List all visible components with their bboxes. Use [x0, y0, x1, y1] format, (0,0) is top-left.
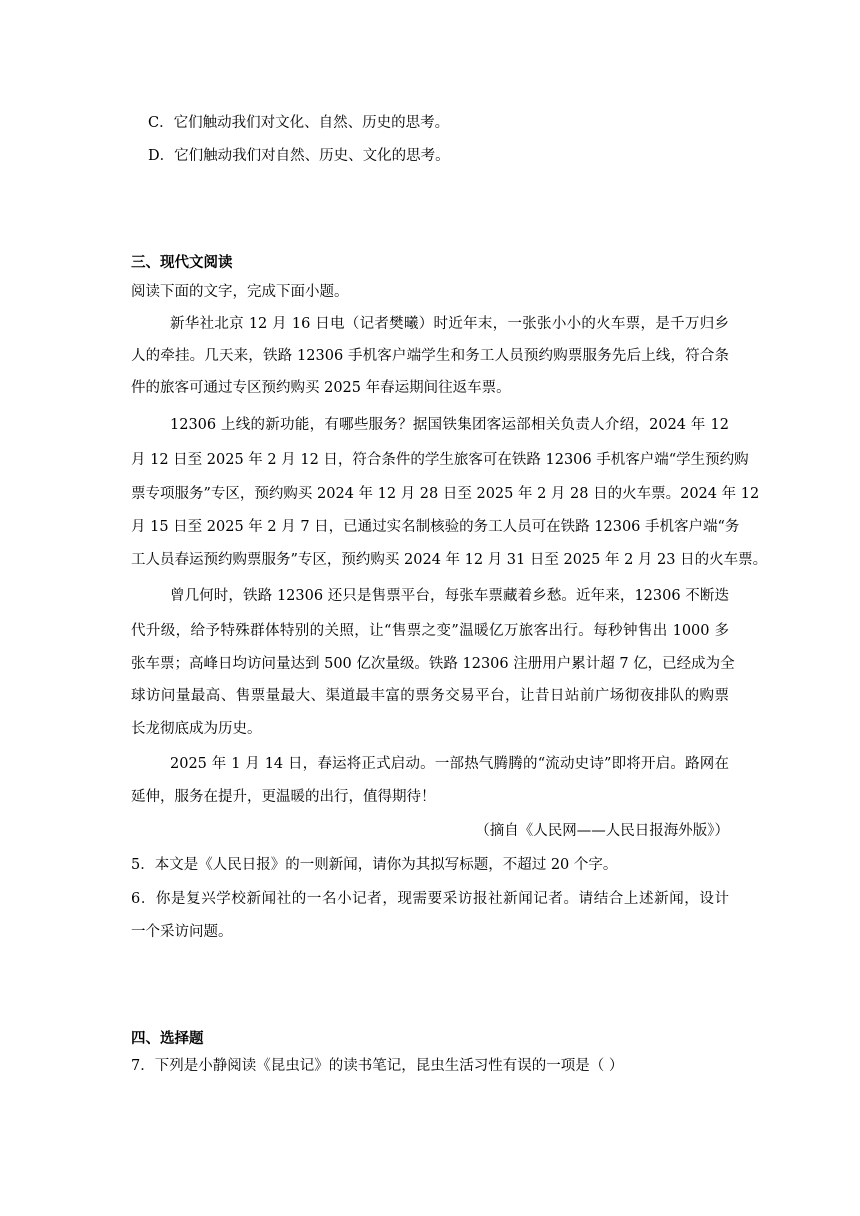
article-line: 月 15 日至 2025 年 2 月 7 日，已通过实名制核验的务工人员可在铁路 12306 手机客户端“务: [131, 519, 740, 535]
article-source: （摘自《人民网——人民日报海外版》）: [475, 823, 729, 839]
article-line: 人的牵挂。几天来，铁路 12306 手机客户端学生和务工人员预约购票服务先后上线，符合条: [131, 348, 729, 364]
reading-instruction: 阅读下面的文字，完成下面小题。: [131, 284, 349, 300]
article-line: 长龙彻底成为历史。: [131, 721, 262, 737]
question-5: 5．本文是《人民日报》的一则新闻，请你为其拟写标题，不超过 20 个字。: [131, 857, 618, 873]
article-line: 代升级，给予特殊群体特别的关照，让“售票之变”温暖亿万旅客出行。每秒钟售出 1000 多: [131, 623, 729, 639]
article-line: 曾几何时，铁路 12306 还只是售票平台，每张车票藏着乡愁。近年来，12306 不断迭: [170, 588, 729, 604]
section-heading-choice: 四、选择题: [131, 1031, 204, 1047]
article-line: 票专项服务”专区，预约购买 2024 年 12 月 28 日至 2025 年 2 月 28 日的火车票。2024 年 12: [131, 486, 760, 502]
question-7: 7．下列是小静阅读《昆虫记》的读书笔记，昆虫生活习性有误的一项是（ ）: [131, 1058, 624, 1074]
article-line: 件的旅客可通过专区预约购买 2025 年春运期间往返车票。: [131, 380, 511, 396]
article-line: 新华社北京 12 月 16 日电（记者樊曦）时近年末，一张张小小的火车票，是千万归乡: [170, 316, 729, 332]
section-heading-reading: 三、现代文阅读: [131, 255, 233, 271]
article-line: 张车票；高峰日均访问量达到 500 亿次量级。铁路 12306 注册用户累计超 7 亿，已经成为全: [131, 656, 735, 672]
option-d: D．它们触动我们对自然、历史、文化的思考。: [148, 148, 450, 164]
article-line: 12306 上线的新功能，有哪些服务？据国铁集团客运部相关负责人介绍，2024 年 12: [170, 417, 729, 433]
question-6: 6．你是复兴学校新闻社的一名小记者，现需要采访报社新闻记者。请结合上述新闻，设计: [131, 891, 729, 907]
article-line: 月 12 日至 2025 年 2 月 12 日，符合条件的学生旅客可在铁路 12306 手机客户端“学生预约购: [131, 452, 749, 468]
question-6-continued: 一个采访问题。: [131, 924, 233, 940]
article-line: 延伸，服务在提升，更温暖的出行，值得期待！: [131, 789, 436, 805]
option-c: C．它们触动我们对文化、自然、历史的思考。: [148, 115, 450, 131]
article-line: 球访问量最高、售票量最大、渠道最丰富的票务交易平台，让昔日站前广场彻夜排队的购票: [131, 688, 729, 704]
article-line: 工人员春运预约购票服务”专区，预约购买 2024 年 12 月 31 日至 2025 年 2 月 23 日的火车票。: [131, 552, 768, 568]
article-line: 2025 年 1 月 14 日，春运将正式启动。一部热气腾腾的“流动史诗”即将开启。路网在: [170, 756, 729, 772]
